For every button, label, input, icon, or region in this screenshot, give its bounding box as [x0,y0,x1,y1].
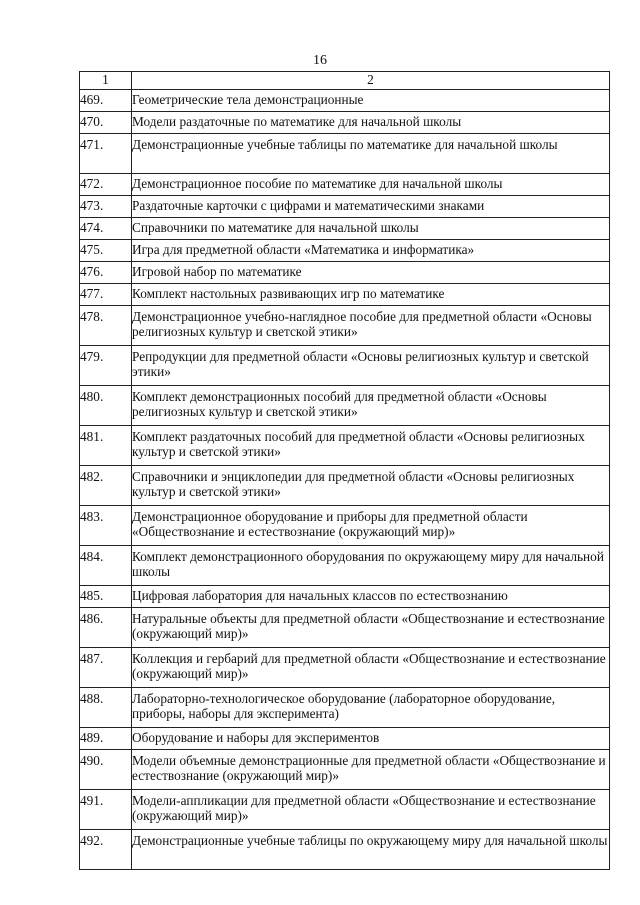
row-number: 486. [80,608,132,648]
row-number: 474. [80,218,132,240]
row-item-name: Демонстрационное пособие по математике для начальной школы [132,174,610,196]
table-header-row [80,72,610,90]
row-number: 488. [80,688,132,728]
row-number: 470. [80,112,132,134]
row-item-name: Модели раздаточные по математике для начальной школы [132,112,610,134]
row-number: 469. [80,90,132,112]
row-item-name: Демонстрационное оборудование и приборы для предметной области «Обществознание и естествознание (окружающий мир)» [132,506,610,546]
row-number: 489. [80,728,132,750]
row-number: 487. [80,648,132,688]
table-row [80,346,610,386]
table-row [80,830,610,870]
row-item-name: Справочники и энциклопедии для предметной области «Основы религиозных культур и светской этики» [132,466,610,506]
table-row [80,218,610,240]
table-row [80,790,610,830]
row-item-name: Демонстрационное учебно-наглядное пособие для предметной области «Основы религиозных культур и светской этики» [132,306,610,346]
row-item-name: Справочники по математике для начальной школы [132,218,610,240]
row-item-name: Комплект демонстрационных пособий для предметной области «Основы религиозных культур и светской этики» [132,386,610,426]
table-row [80,546,610,586]
row-item-name: Раздаточные карточки с цифрами и математическими знаками [132,196,610,218]
table-row [80,750,610,790]
table-row [80,174,610,196]
row-item-name: Игровой набор по математике [132,262,610,284]
table-row [80,648,610,688]
row-item-name: Модели-аппликации для предметной области «Обществознание и естествознание (окружающий мир)» [132,790,610,830]
table-row [80,240,610,262]
row-item-name: Демонстрационные учебные таблицы по окружающему миру для начальной школы [132,830,610,870]
table-row [80,112,610,134]
table-row [80,262,610,284]
table-row [80,506,610,546]
row-number: 483. [80,506,132,546]
table-row [80,608,610,648]
table-row [80,426,610,466]
row-item-name: Комплект демонстрационного оборудования по окружающему миру для начальной школы [132,546,610,586]
row-item-name: Модели объемные демонстрационные для предметной области «Обществознание и естествознание (окружающий мир)» [132,750,610,790]
row-number: 477. [80,284,132,306]
row-number: 471. [80,134,132,174]
table-row [80,386,610,426]
table-body [80,90,610,870]
row-number: 490. [80,750,132,790]
row-number: 480. [80,386,132,426]
row-item-name: Коллекция и гербарий для предметной области «Обществознание и естествознание (окружающий мир)» [132,648,610,688]
page-number: 16 [313,53,327,68]
equipment-table [79,71,610,870]
table-row [80,196,610,218]
row-item-name: Демонстрационные учебные таблицы по математике для начальной школы [132,134,610,174]
row-number: 492. [80,830,132,870]
row-item-name: Натуральные объекты для предметной области «Обществознание и естествознание (окружающий мир)» [132,608,610,648]
row-number: 478. [80,306,132,346]
table-row [80,586,610,608]
table-row [80,306,610,346]
table-row [80,284,610,306]
row-item-name: Комплект настольных развивающих игр по математике [132,284,610,306]
row-item-name: Оборудование и наборы для экспериментов [132,728,610,750]
column-header-number: 1 [80,72,132,90]
row-number: 481. [80,426,132,466]
row-number: 472. [80,174,132,196]
row-item-name: Геометрические тела демонстрационные [132,90,610,112]
row-number: 484. [80,546,132,586]
table-row [80,90,610,112]
row-number: 485. [80,586,132,608]
column-header-name: 2 [132,72,610,90]
row-number: 491. [80,790,132,830]
row-item-name: Цифровая лаборатория для начальных классов по естествознанию [132,586,610,608]
table-row [80,466,610,506]
row-item-name: Репродукции для предметной области «Основы религиозных культур и светской этики» [132,346,610,386]
row-number: 473. [80,196,132,218]
row-number: 479. [80,346,132,386]
table-row [80,134,610,174]
row-item-name: Комплект раздаточных пособий для предметной области «Основы религиозных культур и светской этики» [132,426,610,466]
table-row [80,688,610,728]
table-row [80,728,610,750]
row-number: 475. [80,240,132,262]
row-number: 476. [80,262,132,284]
row-item-name: Игра для предметной области «Математика и информатика» [132,240,610,262]
row-number: 482. [80,466,132,506]
row-item-name: Лабораторно-технологическое оборудование (лабораторное оборудование, приборы, наборы для эксперимента) [132,688,610,728]
